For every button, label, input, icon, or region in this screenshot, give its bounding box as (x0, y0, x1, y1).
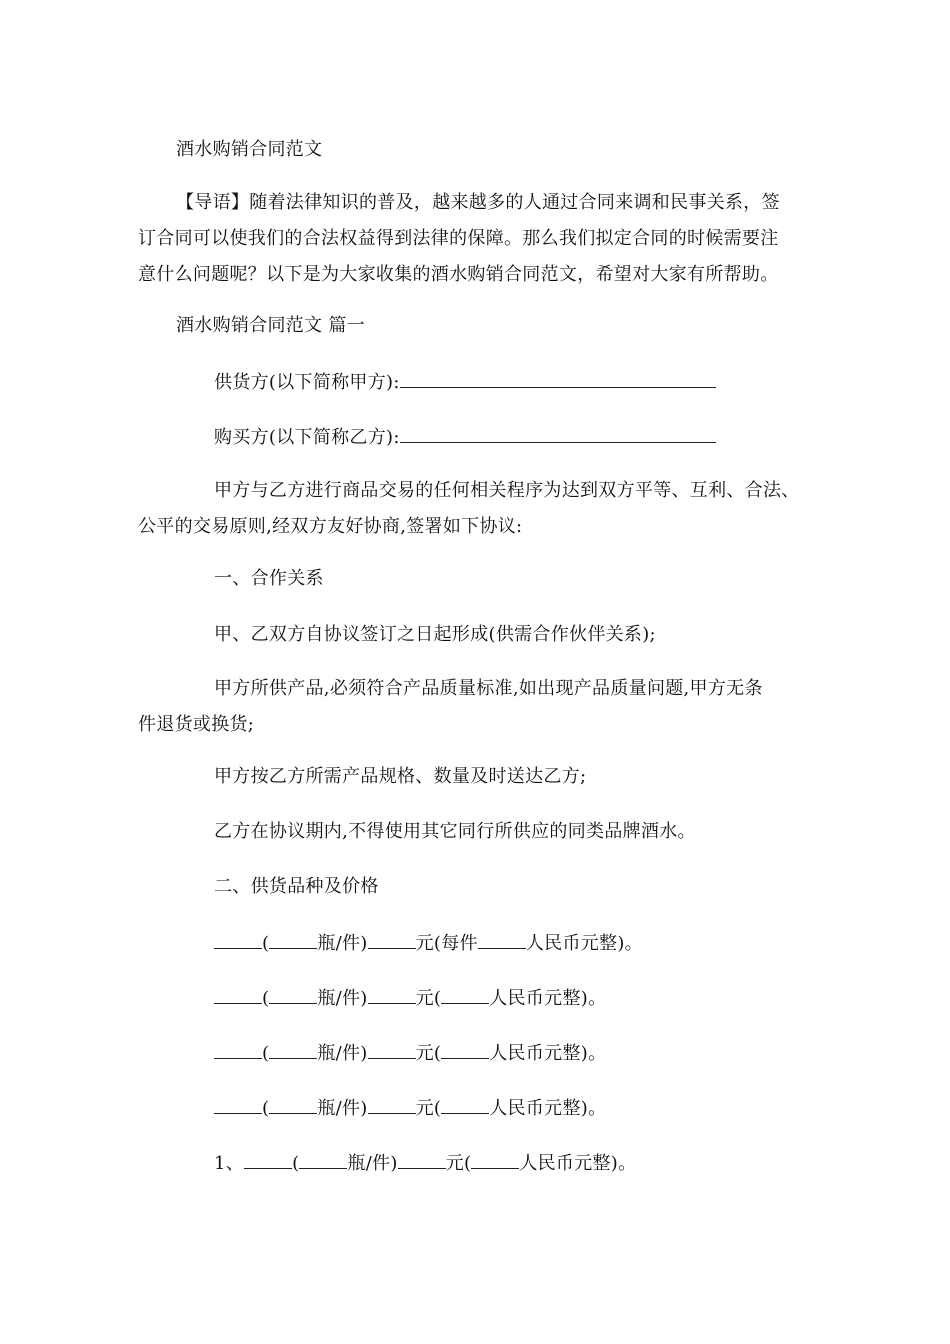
blank-field (269, 986, 317, 1004)
s1-item-2-line-2: 件退货或换货; (138, 714, 255, 735)
paren-open: ( (262, 988, 270, 1009)
supplier-blank (400, 370, 716, 388)
buyer-line (214, 425, 716, 449)
principle-line-2: 公平的交易原则,经双方友好协商,签署如下协议: (138, 516, 523, 537)
blank-field (471, 1151, 519, 1169)
blank-field (368, 931, 416, 949)
blank-field (478, 931, 526, 949)
paren-open: ( (292, 1153, 300, 1174)
section2-heading: 二、供货品种及价格 (214, 876, 379, 897)
blank-field (441, 1041, 489, 1059)
intro-line-3: 意什么问题呢？以下是为大家收集的酒水购销合同范文，希望对大家有所帮助。 (138, 264, 779, 285)
rmb-text: 人民币元整)。 (489, 988, 607, 1009)
unit-text: 瓶/件) (317, 933, 368, 954)
number-prefix: 1、 (214, 1153, 245, 1174)
yuan-text: 元( (445, 1153, 472, 1174)
blank-field (244, 1151, 292, 1169)
intro-line-1: 【导语】随着法律知识的普及，越来越多的人通过合同来调和民事关系，签 (176, 192, 780, 213)
blank-field (441, 1096, 489, 1114)
unit-text: 瓶/件) (317, 988, 368, 1009)
principle-line-1: 甲方与乙方进行商品交易的任何相关程序为达到双方平等、互利、合法、 (214, 480, 800, 501)
yuan-text: 元( (415, 1043, 442, 1064)
supplier-label: 供货方(以下简称甲方): (214, 372, 400, 393)
yuan-text: 元( (415, 988, 442, 1009)
blank-field (368, 1041, 416, 1059)
blank-field (441, 986, 489, 1004)
s1-item-4: 乙方在协议期内,不得使用其它同行所供应的同类品牌酒水。 (214, 821, 696, 842)
buyer-blank (400, 425, 716, 443)
supplier-line (214, 370, 716, 394)
unit-text: 瓶/件) (317, 1098, 368, 1119)
blank-field (398, 1151, 446, 1169)
blank-field (368, 1096, 416, 1114)
blank-field (214, 931, 262, 949)
blank-field (269, 1041, 317, 1059)
s1-item-1: 甲、乙双方自协议签订之日起形成(供需合作伙伴关系); (214, 624, 656, 645)
yuan-text: 元( (415, 1098, 442, 1119)
yuan-text: 元( (415, 933, 442, 954)
price-row (214, 986, 606, 1010)
rmb-text: 人民币元整)。 (489, 1098, 607, 1119)
intro-line-2: 订合同可以使我们的合法权益得到法律的保障。那么我们拟定合同的时候需要注 (138, 228, 779, 249)
price-row (214, 1041, 606, 1065)
buyer-label: 购买方(以下简称乙方): (214, 427, 400, 448)
price-row (214, 1096, 606, 1120)
blank-field (214, 1096, 262, 1114)
rmb-text: 人民币元整)。 (519, 1153, 637, 1174)
blank-field (269, 931, 317, 949)
s1-item-2-line-1: 甲方所供产品,必须符合产品质量标准,如出现产品质量问题,甲方无条 (214, 678, 763, 699)
blank-field (299, 1151, 347, 1169)
rmb-text: 人民币元整)。 (489, 1043, 607, 1064)
unit-text: 瓶/件) (317, 1043, 368, 1064)
paren-open: ( (262, 1098, 270, 1119)
section-subtitle: 酒水购销合同范文 篇一 (176, 315, 366, 336)
rmb-text: 人民币元整)。 (525, 933, 643, 954)
per-piece-text: 每件 (441, 933, 478, 954)
blank-field (368, 986, 416, 1004)
numbered-price-row (214, 1151, 636, 1175)
s1-item-3: 甲方按乙方所需产品规格、数量及时送达乙方; (214, 766, 587, 787)
document-title: 酒水购销合同范文 (176, 139, 323, 160)
paren-open: ( (262, 933, 270, 954)
blank-field (214, 986, 262, 1004)
blank-field (214, 1041, 262, 1059)
section1-heading: 一、合作关系 (214, 568, 324, 589)
blank-field (269, 1096, 317, 1114)
paren-open: ( (262, 1043, 270, 1064)
unit-text: 瓶/件) (347, 1153, 398, 1174)
price-row (214, 931, 643, 955)
